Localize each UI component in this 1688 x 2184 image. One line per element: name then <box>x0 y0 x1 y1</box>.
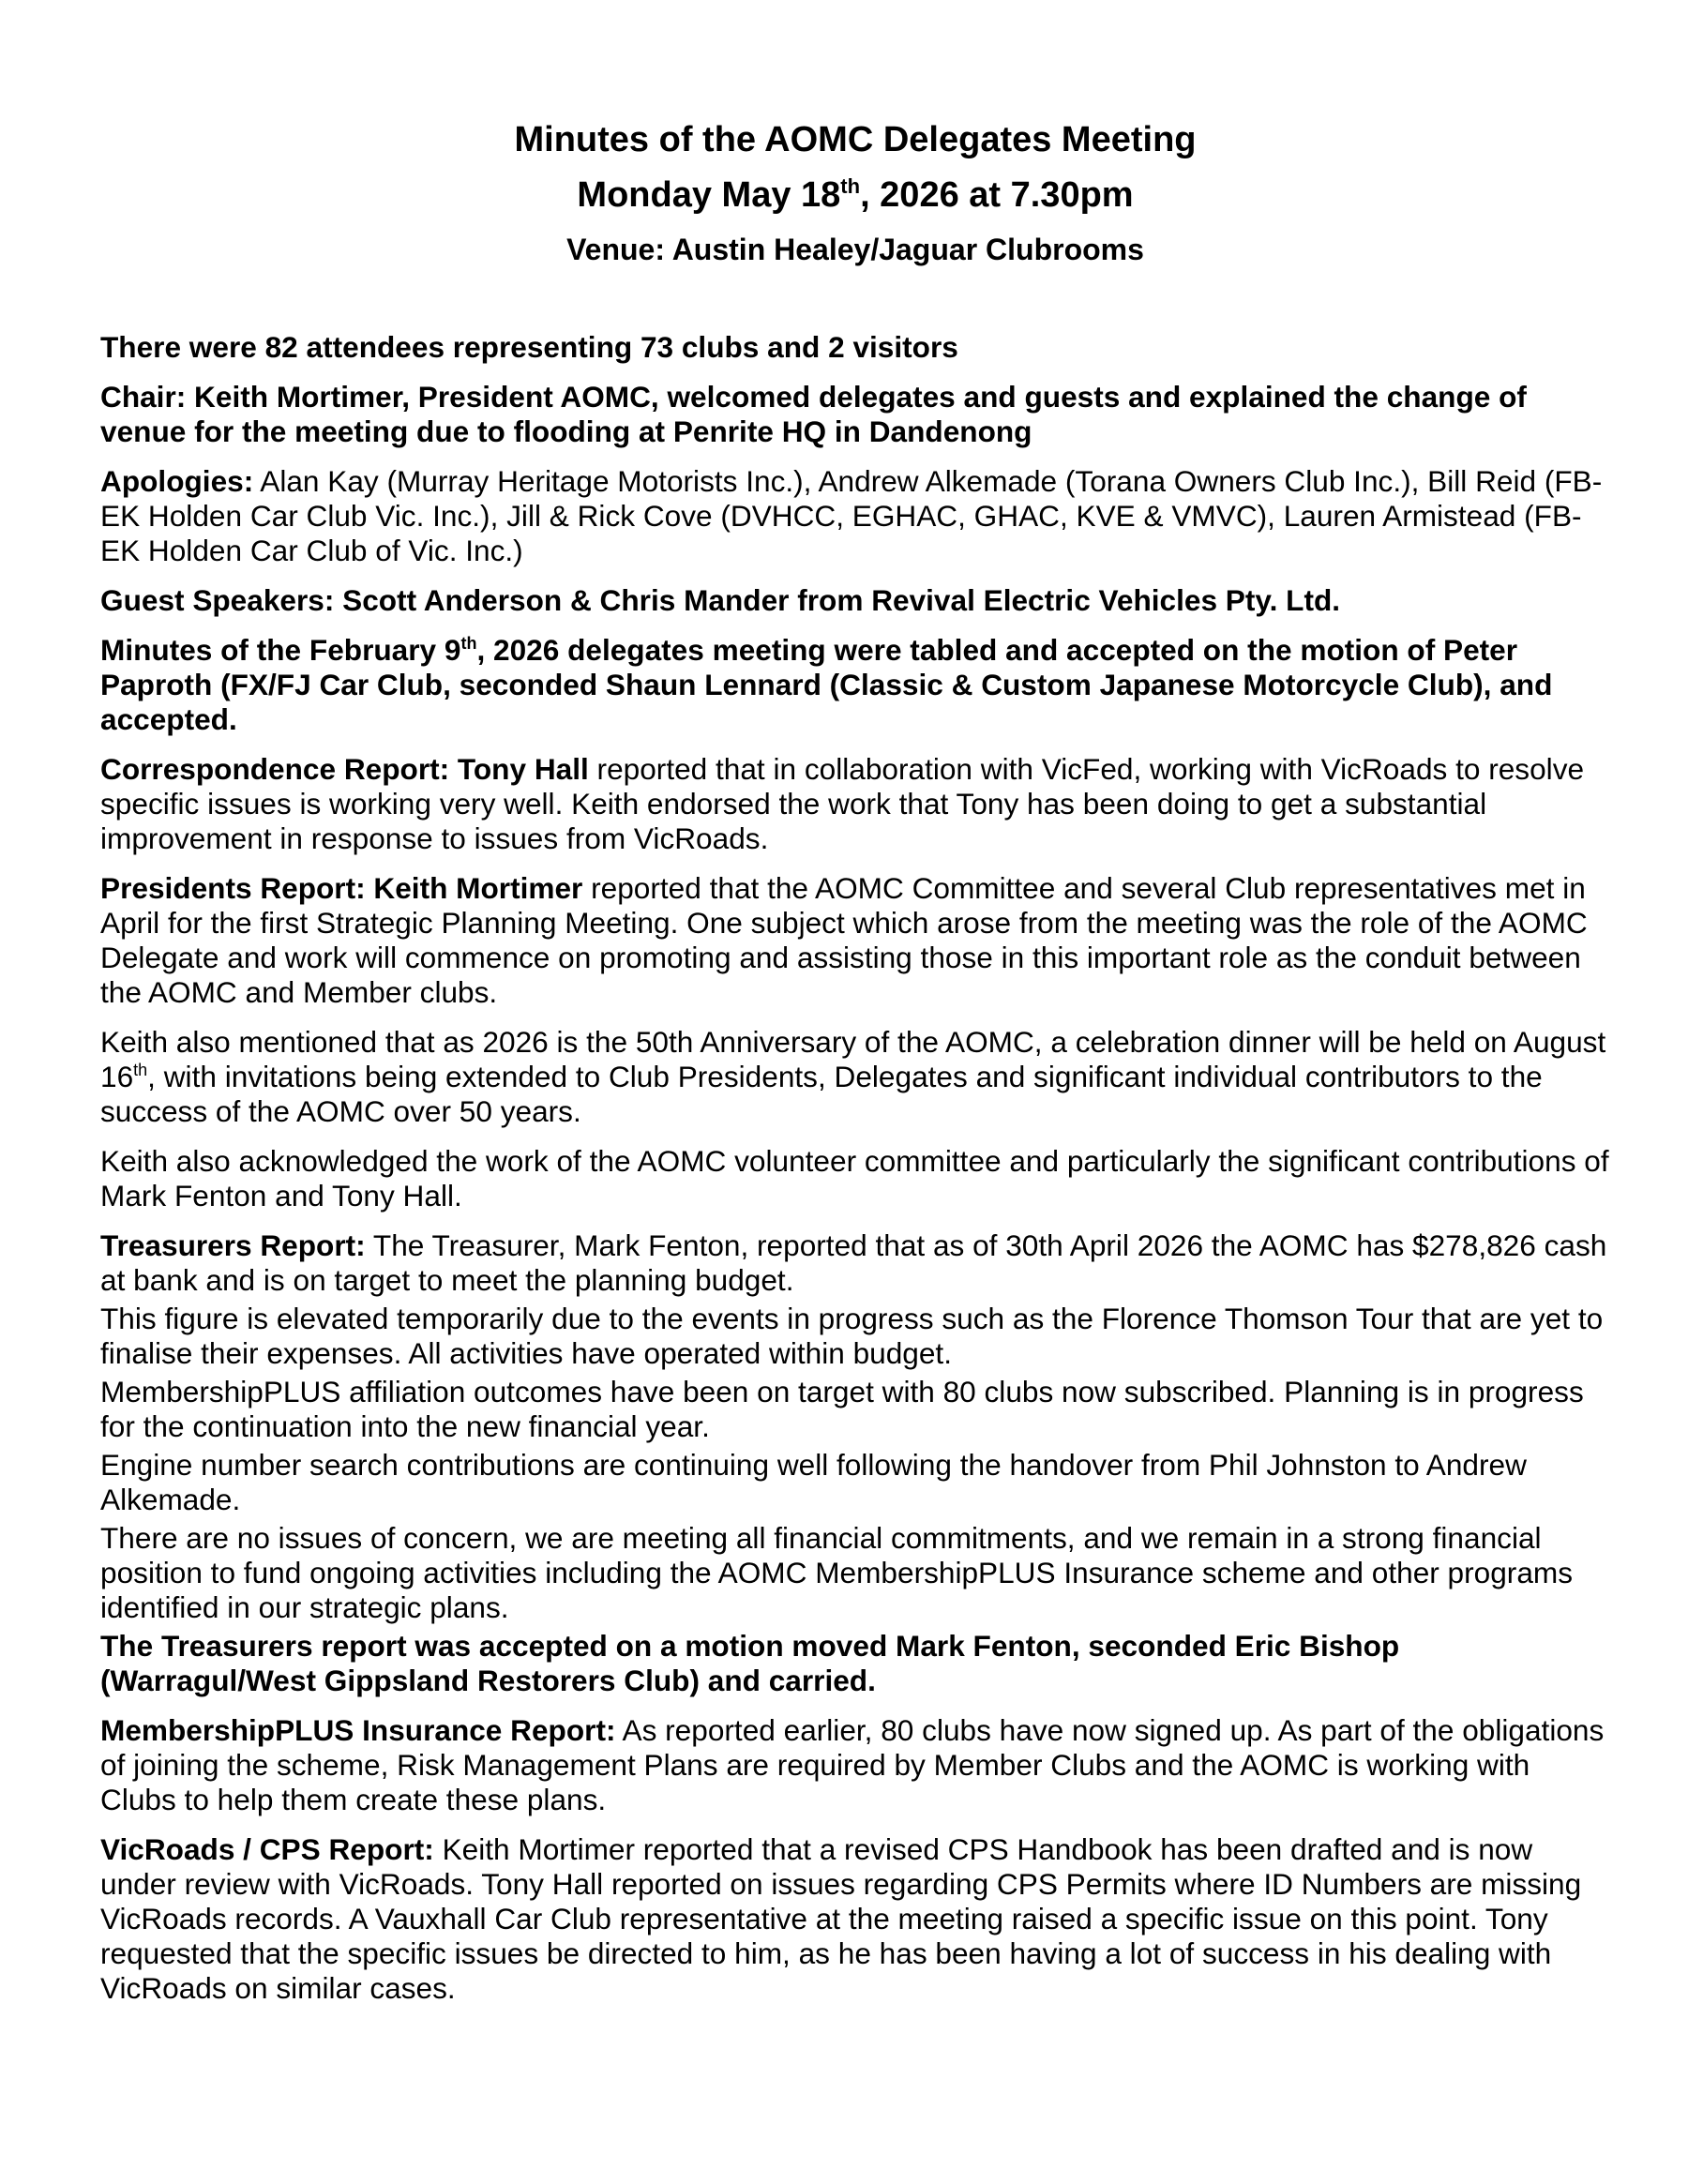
anniversary-ordinal: th <box>133 1061 148 1079</box>
meeting-date <box>100 175 1610 216</box>
previous-minutes-main: Minutes of the February 9 <box>100 633 461 667</box>
apologies-label: Apologies: <box>100 464 254 498</box>
presidents-text: reported that the AOMC Committee and several Club representatives met in April for the first Strategic Planning Meeting. One subject which arose from the meeting was the role of the AOMC Delegate and work will commence on promoting and assisting those in this important role as the conduit between the AOMC and Member clubs. <box>100 871 1588 1009</box>
treasurers-paragraph-2: This figure is elevated temporarily due to the events in progress such as the Florence Thomson Tour that are yet to finalise their expenses. All activities have operated within budget. <box>100 1302 1604 1370</box>
presidents-acknowledgement-paragraph: Keith also acknowledged the work of the AOMC volunteer committee and particularly the significant contributions of Mark Fenton and Tony Hall. <box>100 1144 1609 1212</box>
treasurers-text: The Treasurer, Mark Fenton, reported that as of 30th April 2026 the AOMC has $278,826 cash at bank and is on target to meet the planning budget. <box>100 1228 1607 1297</box>
meeting-date-rest: , 2026 at 7.30pm <box>860 175 1134 215</box>
meeting-venue: Venue: Austin Healey/Jaguar Clubrooms <box>566 233 1144 266</box>
correspondence-label: Correspondence Report: Tony Hall <box>100 752 589 786</box>
chair-paragraph: Chair: Keith Mortimer, President AOMC, welcomed delegates and guests and explained the change of venue for the meeting due to flooding at Penrite HQ in Dandenong <box>100 380 1527 448</box>
document-title: Minutes of the AOMC Delegates Meeting <box>514 120 1197 159</box>
attendance-line: There were 82 attendees representing 73 clubs and 2 visitors <box>100 330 958 364</box>
previous-minutes-rest: , 2026 delegates meeting were tabled and accepted on the motion of Peter Paproth (FX/FJ Car Club, seconded Shaun Lennard (Classic & Custom Japanese Motorcycle Club), and accepted. <box>100 633 1553 736</box>
guest-speakers-paragraph: Guest Speakers: Scott Anderson & Chris Mander from Revival Electric Vehicles Pty. Ltd. <box>100 583 1341 617</box>
presidents-anniversary-paragraph <box>100 1025 1610 1129</box>
treasurers-paragraph <box>100 1228 1610 1298</box>
treasurers-motion: The Treasurers report was accepted on a motion moved Mark Fenton, seconded Eric Bishop (Warragul/West Gippsland Restorers Club) and carried. <box>100 1629 1400 1697</box>
apologies-paragraph <box>100 464 1610 568</box>
vicroads-label: VicRoads / CPS Report: <box>100 1832 434 1866</box>
insurance-text: As reported earlier, 80 clubs have now signed up. As part of the obligations of joining the scheme, Risk Management Plans are required by Member Clubs and the AOMC is working with Clubs to help them create these plans. <box>100 1713 1605 1816</box>
insurance-paragraph <box>100 1713 1610 1817</box>
presidents-paragraph <box>100 871 1610 1010</box>
treasurers-label: Treasurers Report: <box>100 1228 366 1262</box>
treasurers-paragraph-3: MembershipPLUS affiliation outcomes have been on target with 80 clubs now subscribed. Planning is in progress for the continuation into the new financial year. <box>100 1375 1584 1443</box>
anniversary-main: Keith also mentioned that as 2026 is the 50th Anniversary of the AOMC, a celebration dinner will be held on August 16 <box>100 1025 1606 1093</box>
treasurers-paragraph-5: There are no issues of concern, we are meeting all financial commitments, and we remain in a strong financial position to fund ongoing activities including the AOMC MembershipPLUS Insurance scheme and other programs identified in our strategic plans. <box>100 1521 1573 1624</box>
meeting-date-ordinal: th <box>840 174 861 198</box>
anniversary-rest: , with invitations being extended to Club Presidents, Delegates and significant individual contributors to the success of the AOMC over 50 years. <box>100 1060 1543 1128</box>
vicroads-text: Keith Mortimer reported that a revised CPS Handbook has been drafted and is now under review with VicRoads. Tony Hall reported on issues regarding CPS Permits where ID Numbers are missing VicRoads records. A Vauxhall Car Club representative at the meeting raised a specific issue on this point. Tony requested that the specific issues be directed to him, as he has been having a lot of success in his dealing with VicRoads on similar cases. <box>100 1832 1582 2005</box>
treasurers-paragraph-4: Engine number search contributions are continuing well following the handover from Phil Johnston to Andrew Alkemade. <box>100 1448 1527 1516</box>
meeting-date-main: Monday May 18 <box>577 175 841 215</box>
minutes-body <box>100 330 1610 2021</box>
apologies-text: Alan Kay (Murray Heritage Motorists Inc.), Andrew Alkemade (Torana Owners Club Inc.), Bill Reid (FB-EK Holden Car Club Vic. Inc.), Jill & Rick Cove (DVHCC, EGHAC, GHAC, KVE & VMVC), Lauren Armistead (FB-EK Holden Car Club of Vic. Inc.) <box>100 464 1603 567</box>
vicroads-paragraph <box>100 1832 1610 2006</box>
correspondence-paragraph <box>100 752 1610 856</box>
previous-minutes-ordinal: th <box>460 634 477 653</box>
correspondence-text: reported that in collaboration with VicFed, working with VicRoads to resolve specific issues is working very well. Keith endorsed the work that Tony has been doing to get a substantial improvement in response to issues from VicRoads. <box>100 752 1585 855</box>
presidents-label: Presidents Report: Keith Mortimer <box>100 871 583 905</box>
insurance-label: MembershipPLUS Insurance Report: <box>100 1713 616 1747</box>
previous-minutes-paragraph <box>100 633 1610 737</box>
